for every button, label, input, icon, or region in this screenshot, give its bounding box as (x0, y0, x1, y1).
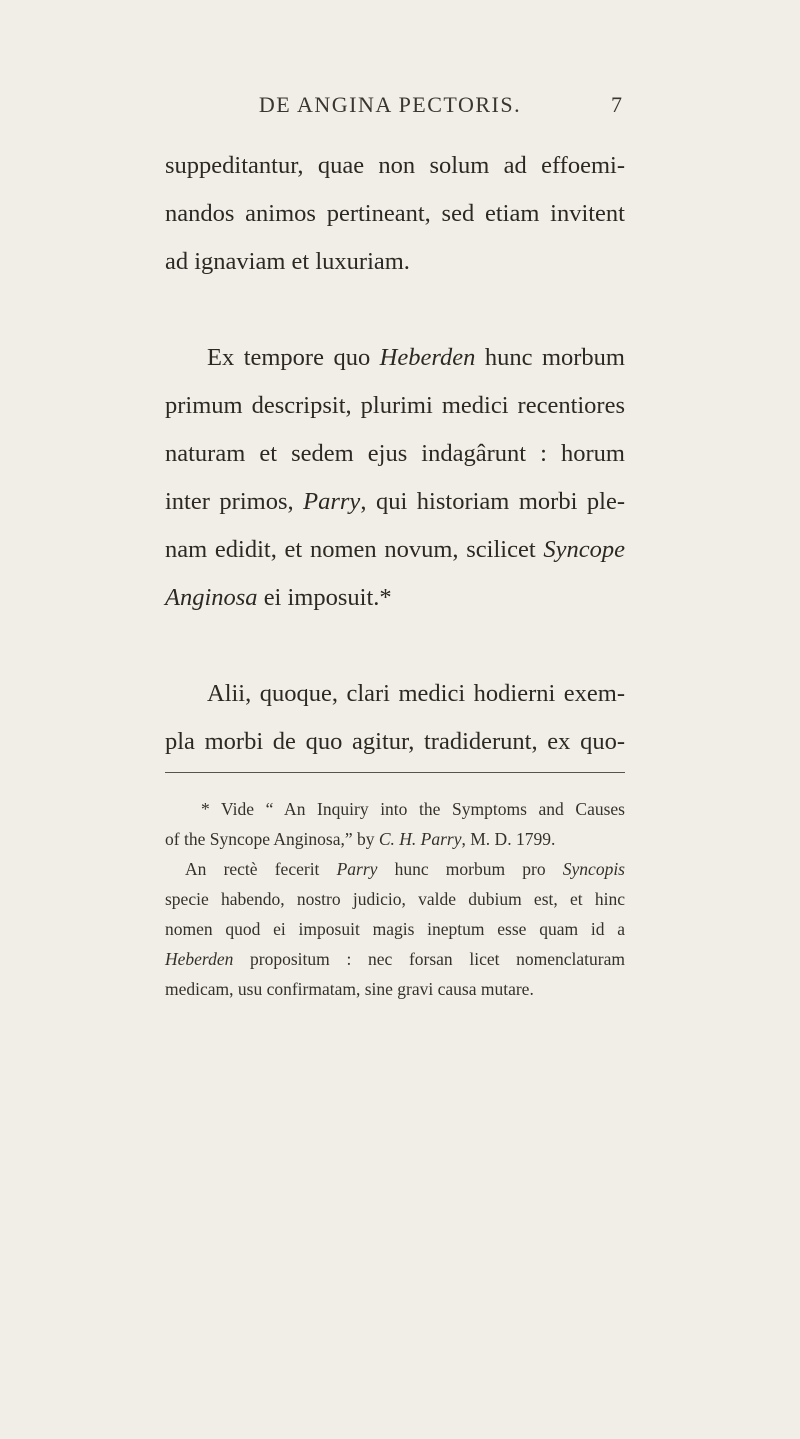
text-line (165, 574, 625, 622)
footnote-rule (165, 772, 625, 773)
text-line: suppeditantur, quae non solum ad effoemi- (165, 152, 625, 179)
paragraph-2 (165, 334, 625, 622)
text-line: pla morbi de quo agitur, tradiderunt, ex quo- (165, 728, 625, 755)
main-text (165, 142, 625, 766)
text-line (165, 526, 625, 574)
text-run: propositum : nec forsan licet nomenclaturam (233, 949, 625, 969)
footnote-line (165, 854, 625, 884)
footnote-line: * Vide “ An Inquiry into the Symptoms and Causes (201, 799, 625, 819)
footnote (165, 794, 625, 1004)
term-anginosa: Anginosa (165, 584, 258, 611)
footnote-line: specie habendo, nostro judicio, valde dubium est, et hinc (165, 889, 625, 909)
author-name-parry: Parry (303, 488, 361, 515)
text-line (165, 478, 625, 526)
text-run: hunc morbum pro (377, 859, 563, 879)
text-run: Ex tempore quo (207, 344, 380, 371)
term-syncope: Syncope (543, 536, 625, 563)
text-line: Alii, quoque, clari medici hodierni exem- (207, 680, 625, 707)
text-run: , qui historiam morbi ple- (360, 488, 625, 515)
paragraph-1 (165, 142, 625, 286)
text-line: nandos animos pertineant, sed etiam invitent (165, 200, 625, 227)
text-line: naturam et sedem ejus indagârunt : horum (165, 440, 625, 467)
text-run: , M. D. 1799. (461, 829, 556, 849)
text-line: ad ignaviam et luxuriam. (165, 248, 410, 275)
footnote-line (165, 824, 625, 854)
text-run: nam edidit, et nomen novum, scilicet (165, 536, 544, 563)
author-name-heberden: Heberden (165, 949, 234, 969)
text-run: hunc morbum (475, 344, 625, 371)
running-head: DE ANGINA PECTORIS. (258, 92, 522, 117)
paragraph-gap (165, 286, 625, 334)
text-run: An rectè fecerit (185, 859, 337, 879)
footnote-line: medicam, usu confirmatam, sine gravi causa mutare. (165, 979, 534, 999)
text-line: primum descripsit, plurimi medici recentiores (165, 392, 625, 419)
text-run: inter primos, (165, 488, 304, 515)
text-run: ei imposuit.* (257, 584, 392, 611)
author-name-parry: Parry (336, 859, 378, 879)
page-number: 7 (611, 92, 622, 117)
footnote-line: nomen quod ei imposuit magis ineptum esse quam id a (165, 919, 625, 939)
author-name-c-h-parry: C. H. Parry (378, 829, 462, 849)
term-syncopis: Syncopis (562, 859, 625, 879)
paragraph-3 (165, 670, 625, 766)
text-line (165, 334, 625, 382)
paragraph-gap (165, 622, 625, 670)
footnote-line (165, 944, 625, 974)
author-name-heberden: Heberden (379, 344, 476, 371)
text-run: of the Syncope Anginosa,” by (165, 829, 379, 849)
